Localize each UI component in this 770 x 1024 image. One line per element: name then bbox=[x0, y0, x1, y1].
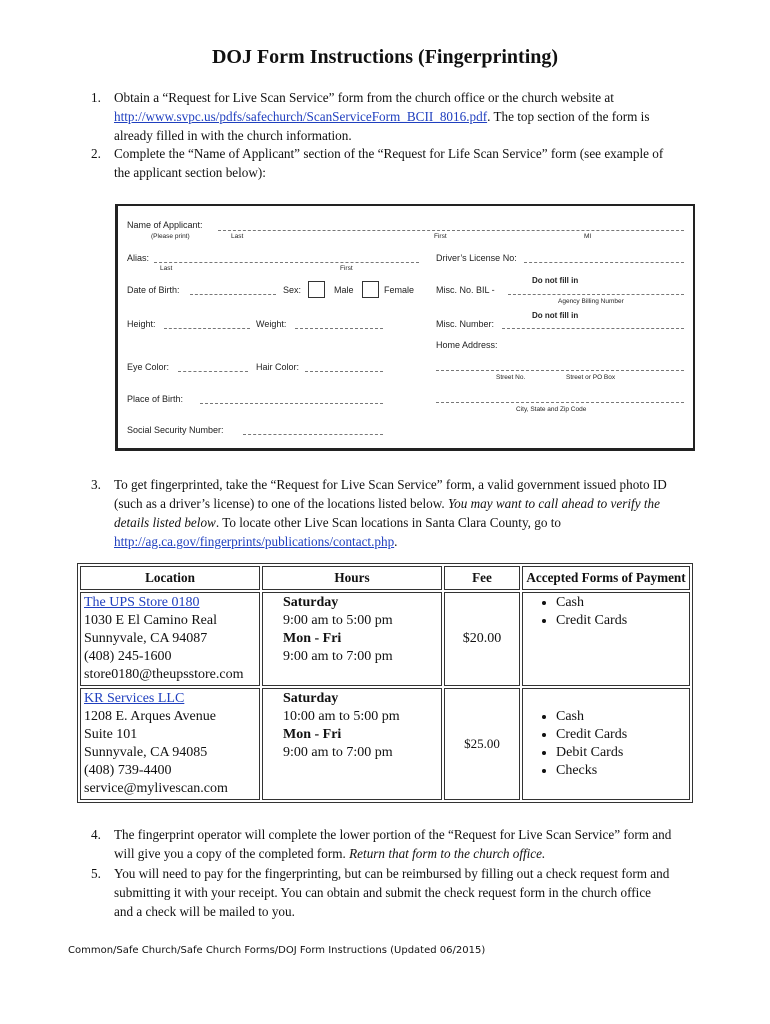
day-label: Mon - Fri bbox=[283, 727, 342, 742]
day-label: Saturday bbox=[283, 595, 339, 610]
mi-label: MI bbox=[584, 233, 592, 240]
hair-color-line bbox=[305, 371, 383, 372]
address-line: 1208 E. Arques Avenue bbox=[84, 709, 216, 724]
ssn-line bbox=[243, 434, 383, 435]
male-checkbox bbox=[308, 281, 325, 298]
location-cell bbox=[80, 592, 260, 686]
time-text: 10:00 am to 5:00 pm bbox=[283, 709, 400, 724]
drivers-license-label: Driver’s License No: bbox=[436, 253, 517, 263]
step-4-number: 4. bbox=[91, 827, 101, 842]
weight-line bbox=[295, 328, 383, 329]
alias-label: Alias: bbox=[127, 253, 150, 263]
fee-cell: $20.00 bbox=[444, 592, 520, 686]
step-1-number: 1. bbox=[91, 90, 101, 105]
alias-line bbox=[154, 262, 419, 263]
fee-cell: $25.00 bbox=[444, 688, 520, 800]
do-not-fill-note-2: Do not fill in bbox=[532, 311, 579, 320]
header-hours: Hours bbox=[262, 566, 442, 590]
time-text: 9:00 am to 5:00 pm bbox=[283, 613, 393, 628]
live-scan-locations-link[interactable]: http://ag.ca.gov/fingerprints/publications/contact.php bbox=[114, 534, 395, 549]
last-label: Last bbox=[231, 233, 244, 240]
suite-line: Suite 101 bbox=[84, 727, 138, 742]
dob-label: Date of Birth: bbox=[127, 285, 180, 295]
payment-item: • Debit Cards bbox=[556, 744, 686, 762]
city-state-zip-label: City, State and Zip Code bbox=[516, 406, 587, 413]
step-2-number: 2. bbox=[91, 146, 101, 161]
misc-bil-label: Misc. No. BIL - bbox=[436, 285, 495, 295]
applicant-form-sample bbox=[115, 204, 695, 451]
street-line bbox=[436, 370, 684, 371]
location-cell bbox=[80, 688, 260, 800]
payment-cell bbox=[522, 592, 690, 686]
page-footer: Common/Safe Church/Safe Church Forms/DOJ Form Instructions (Updated 06/2015) bbox=[68, 945, 486, 956]
male-label: Male bbox=[334, 285, 354, 295]
misc-number-line bbox=[502, 328, 684, 329]
step-1-text: Obtain a “Request for Live Scan Service” form from the church office or the church website at http://www.svpc.us/pdfs/safechurch/ScanServiceForm_BCII_8016.pdf. The top section of the form is already filled in with the church information. bbox=[114, 90, 650, 143]
payment-item: • Credit Cards bbox=[556, 612, 686, 630]
step-5-number: 5. bbox=[91, 866, 101, 881]
city-line bbox=[436, 402, 684, 403]
kr-services-link[interactable]: KR Services LLC bbox=[84, 691, 185, 706]
first-label: First bbox=[434, 233, 447, 240]
misc-bil-line bbox=[508, 294, 684, 295]
payment-item: • Checks bbox=[556, 762, 686, 780]
time-text: 9:00 am to 7:00 pm bbox=[283, 745, 393, 760]
home-address-label: Home Address: bbox=[436, 340, 498, 350]
dob-line bbox=[190, 294, 276, 295]
step-3-text: To get fingerprinted, take the “Request for Live Scan Service” form, a valid government issued photo ID (such as a driver’s license) to one of the locations listed below. You may want to call ahead to verify the details listed below. To locate other Live Scan locations in Santa Clara County, go to http://ag.ca.gov/fingerprints/publications/contact.php. bbox=[114, 477, 667, 549]
sex-label: Sex: bbox=[283, 285, 302, 295]
email-text: service@mylivescan.com bbox=[84, 781, 228, 796]
page-title: DOJ Form Instructions (Fingerprinting) bbox=[211, 46, 559, 68]
step-2-text: Complete the “Name of Applicant” section of the “Request for Life Scan Service” form (see example of the applicant section below): bbox=[114, 146, 664, 180]
ups-store-link[interactable]: The UPS Store 0180 bbox=[84, 595, 200, 610]
hours-cell bbox=[262, 592, 442, 686]
name-of-applicant-label: Name of Applicant: bbox=[127, 220, 203, 230]
day-label: Saturday bbox=[283, 691, 339, 706]
table-row bbox=[80, 688, 690, 800]
street-po-label: Street or PO Box bbox=[566, 374, 616, 381]
table-row bbox=[80, 592, 690, 686]
email-text: store0180@theupsstore.com bbox=[84, 667, 244, 682]
drivers-license-line bbox=[524, 262, 684, 263]
female-checkbox bbox=[362, 281, 379, 298]
header-location: Location bbox=[80, 566, 260, 590]
place-of-birth-label: Place of Birth: bbox=[127, 394, 184, 404]
step-3-number: 3. bbox=[91, 477, 101, 492]
payment-item: • Credit Cards bbox=[556, 726, 686, 744]
city-line-text: Sunnyvale, CA 94087 bbox=[84, 631, 208, 646]
agency-billing-label: Agency Billing Number bbox=[558, 298, 624, 305]
header-payment: Accepted Forms of Payment bbox=[522, 566, 690, 590]
height-label: Height: bbox=[127, 319, 156, 329]
header-fee: Fee bbox=[444, 566, 520, 590]
ssn-label: Social Security Number: bbox=[127, 425, 224, 435]
weight-label: Weight: bbox=[256, 319, 287, 329]
name-line bbox=[218, 230, 684, 231]
do-not-fill-note-1: Do not fill in bbox=[532, 276, 579, 285]
hours-cell bbox=[262, 688, 442, 800]
please-print-label: (Please print) bbox=[151, 233, 190, 240]
day-label: Mon - Fri bbox=[283, 631, 342, 646]
time-text: 9:00 am to 7:00 pm bbox=[283, 649, 393, 664]
address-line: 1030 E El Camino Real bbox=[84, 613, 217, 628]
payment-item: • Cash bbox=[556, 594, 686, 612]
place-of-birth-line bbox=[200, 403, 383, 404]
street-no-label: Street No. bbox=[496, 374, 526, 381]
eye-color-label: Eye Color: bbox=[127, 362, 170, 372]
payment-cell bbox=[522, 688, 690, 800]
table-header-row bbox=[80, 566, 690, 590]
phone-text: (408) 739-4400 bbox=[84, 763, 172, 778]
alias-first-label: First bbox=[340, 265, 353, 272]
step-4-text: The fingerprint operator will complete the lower portion of the “Request for Live Scan Service” form and will give you a copy of the completed form. Return that form to the church office. bbox=[114, 827, 672, 861]
step-5-text: You will need to pay for the fingerprinting, but can be reimbursed by filling out a check request form and submitting it with your receipt. You can obtain and submit the check request form in the church office and a check will be mailed to you. bbox=[114, 866, 670, 919]
form-pdf-link[interactable]: http://www.svpc.us/pdfs/safechurch/ScanServiceForm_BCII_8016.pdf bbox=[114, 109, 488, 124]
eye-color-line bbox=[178, 371, 248, 372]
height-line bbox=[164, 328, 250, 329]
payment-item: • Cash bbox=[556, 708, 686, 726]
phone-text: (408) 245-1600 bbox=[84, 649, 172, 664]
locations-table bbox=[77, 563, 693, 803]
female-label: Female bbox=[384, 285, 415, 295]
misc-number-label: Misc. Number: bbox=[436, 319, 495, 329]
alias-last-label: Last bbox=[160, 265, 173, 272]
city-line-text: Sunnyvale, CA 94085 bbox=[84, 745, 208, 760]
hair-color-label: Hair Color: bbox=[256, 362, 300, 372]
